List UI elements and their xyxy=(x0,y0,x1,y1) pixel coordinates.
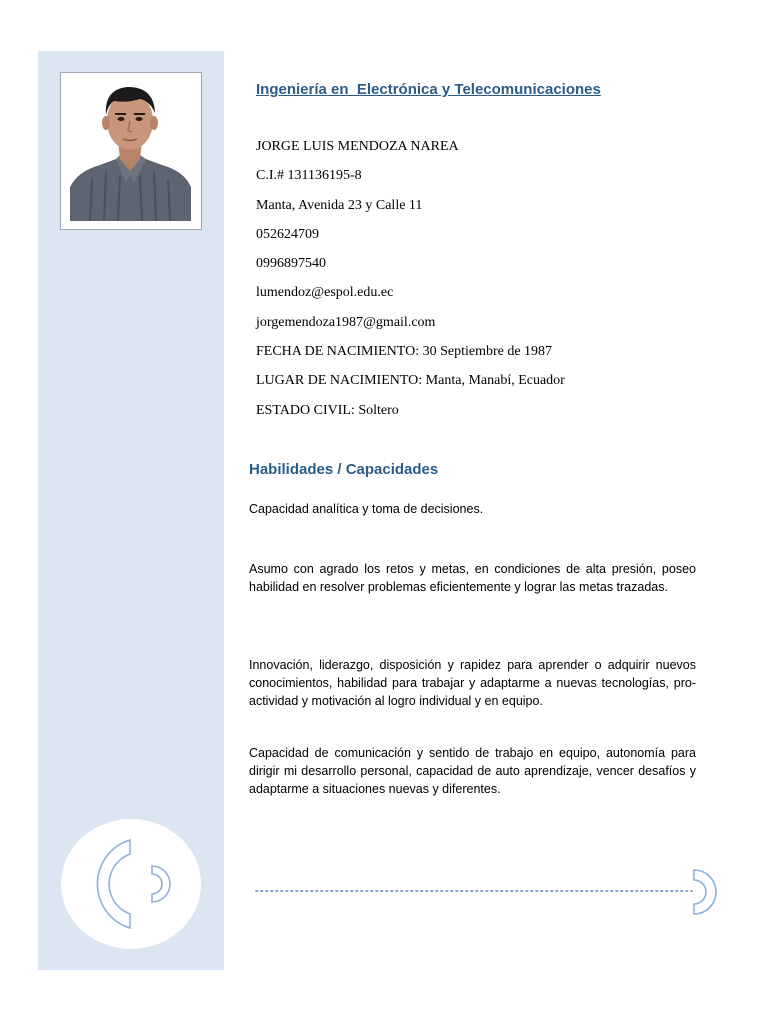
circle-logo-icon xyxy=(60,818,202,950)
skill-paragraph: Capacidad de comunicación y sentido de trabajo en equipo, autonomía para dirigir mi desarrollo personal, capacidad de auto aprendizaje, vencer desafíos y adaptarme a situaciones nuevas y diferentes. xyxy=(249,746,696,796)
skill-paragraph: Capacidad analítica y toma de decisiones. xyxy=(249,502,484,516)
email-personal: jorgemendoza1987@gmail.com xyxy=(256,314,436,330)
full-name: JORGE LUIS MENDOZA NAREA xyxy=(256,139,459,154)
email-institutional: lumendoz@espol.edu.ec xyxy=(256,285,394,301)
person-photo-icon xyxy=(70,79,191,221)
profile-photo xyxy=(60,72,202,230)
phone-landline: 052624709 xyxy=(256,226,319,242)
birth-place: LUGAR DE NACIMIENTO: Manta, Manabí, Ecuador xyxy=(256,373,565,389)
skill-paragraph: Innovación, liderazgo, disposición y rapidez para aprender o adquirir nuevos conocimientos, habilidad para trabajar y adaptarme a nuevas tecnologías, pro-actividad y motivación al logro individual y en equipo. xyxy=(249,658,696,708)
page-title: Ingeniería en Electrónica y Telecomunicaciones xyxy=(256,81,601,98)
dotted-divider-icon xyxy=(254,868,720,916)
birth-date: FECHA DE NACIMIENTO: 30 Septiembre de 1987 xyxy=(256,344,553,360)
phone-mobile: 0996897540 xyxy=(256,256,326,272)
skill-paragraph: Asumo con agrado los retos y metas, en condiciones de alta presión, poseo habilidad en resolver problemas eficientemente y lograr las metas trazadas. xyxy=(249,562,696,594)
address: Manta, Avenida 23 y Calle 11 xyxy=(256,197,423,213)
personal-info xyxy=(256,137,565,430)
marital-status: ESTADO CIVIL: Soltero xyxy=(256,402,399,418)
skills-heading: Habilidades / Capacidades xyxy=(249,461,439,478)
id-number: C.I.# 131136195-8 xyxy=(256,168,362,184)
